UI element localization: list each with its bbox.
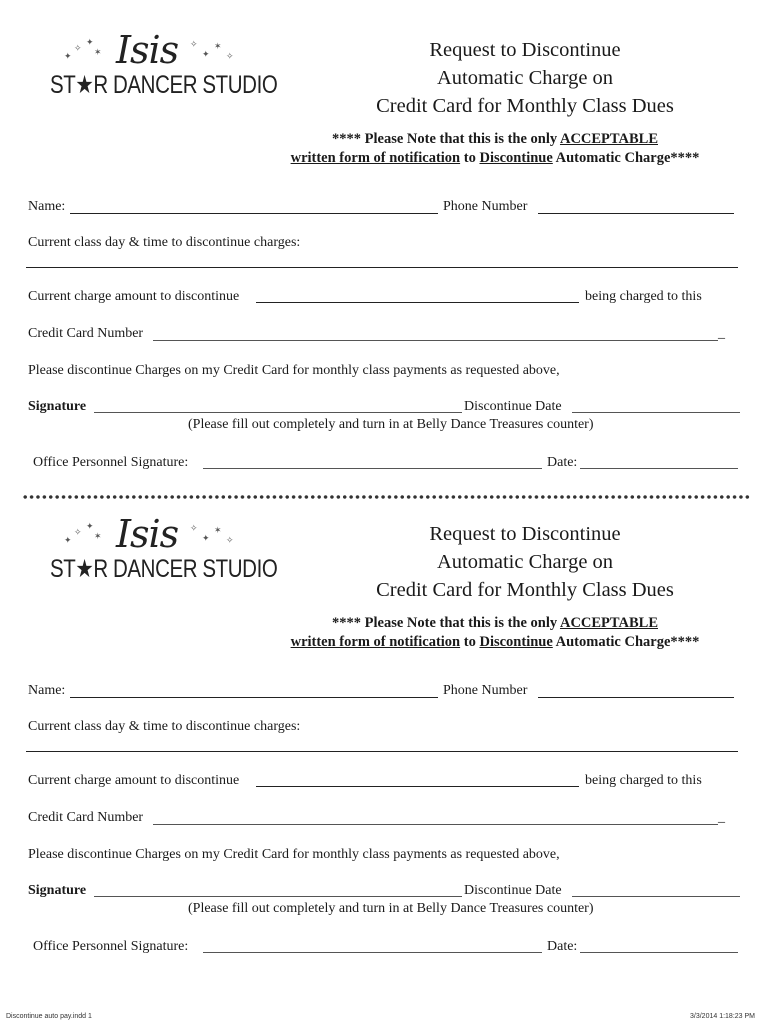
class-time-label: Current class day & time to discontinue charges:: [28, 235, 301, 250]
class-time-field[interactable]: [26, 751, 738, 752]
date-field[interactable]: [580, 952, 738, 953]
office-signature-field[interactable]: [203, 952, 542, 953]
charge-amount-field[interactable]: [256, 302, 579, 303]
note-written: written form of notification: [290, 150, 461, 166]
card-number-end: _: [718, 326, 725, 341]
note-to: to: [460, 634, 480, 650]
footer-timestamp: 3/3/2014 1:18:23 PM: [690, 1013, 755, 1020]
logo-studio-text: ST★R DANCER STUDIO: [50, 71, 278, 99]
star-icon: ✧: [190, 524, 198, 534]
charge-amount-field[interactable]: [256, 786, 579, 787]
star-icon: ✧: [226, 536, 234, 546]
star-icon: ✧: [190, 40, 198, 50]
instructions-text: (Please fill out completely and turn in at Belly Dance Treasures counter): [188, 417, 594, 432]
card-number-field[interactable]: [153, 824, 718, 825]
phone-label: Phone Number: [443, 199, 528, 214]
class-time-field[interactable]: [26, 267, 738, 268]
request-text: Please discontinue Charges on my Credit Card for monthly class payments as requested above,: [28, 363, 560, 378]
charge-amount-label: Current charge amount to discontinue: [28, 773, 240, 788]
class-time-label: Current class day & time to discontinue charges:: [28, 719, 301, 734]
logo-isis-text: Isis: [116, 512, 179, 556]
note-text: **** Please Note that this is the only: [332, 615, 560, 631]
charge-amount-label: Current charge amount to discontinue: [28, 289, 240, 304]
being-charged-label: being charged to this: [585, 773, 702, 788]
instructions-text: (Please fill out completely and turn in at Belly Dance Treasures counter): [188, 901, 594, 916]
card-number-field[interactable]: [153, 340, 718, 341]
office-signature-field[interactable]: [203, 468, 542, 469]
signature-field[interactable]: [94, 412, 462, 413]
star-icon: ✦: [202, 534, 210, 544]
note-post: Automatic Charge****: [552, 150, 700, 166]
star-icon: ✧: [74, 44, 82, 54]
star-icon: ✧: [74, 528, 82, 538]
name-label: Name:: [28, 199, 66, 214]
discontinue-date-field[interactable]: [572, 896, 740, 897]
name-field[interactable]: [70, 213, 438, 214]
signature-label: Signature: [28, 883, 87, 898]
discontinue-date-label: Discontinue Date: [464, 399, 562, 414]
note-text: **** Please Note that this is the only: [332, 131, 560, 147]
logo-studio-text: ST★R DANCER STUDIO: [50, 555, 278, 583]
star-icon: ✦: [64, 52, 72, 62]
star-icon: ✧: [226, 52, 234, 62]
note-to: to: [460, 150, 480, 166]
title-line-2: Automatic Charge on: [436, 67, 614, 89]
star-icon: ✶: [94, 48, 102, 58]
discontinue-date-field[interactable]: [572, 412, 740, 413]
signature-field[interactable]: [94, 896, 462, 897]
card-number-label: Credit Card Number: [28, 810, 144, 825]
discontinue-date-label: Discontinue Date: [464, 883, 562, 898]
star-icon: ✦: [64, 536, 72, 546]
title-line-3: Credit Card for Monthly Class Dues: [376, 579, 674, 601]
acceptable-note: [230, 614, 760, 652]
note-acceptable: ACCEPTABLE: [559, 131, 658, 147]
star-icon: ✶: [94, 532, 102, 542]
discontinue-form-1: [0, 0, 770, 484]
date-field[interactable]: [580, 468, 738, 469]
office-signature-label: Office Personnel Signature:: [33, 939, 189, 954]
card-number-end: _: [718, 810, 725, 825]
logo-isis-text: Isis: [116, 28, 179, 72]
date-label: Date:: [547, 455, 578, 470]
studio-logo: [50, 508, 278, 588]
date-label: Date:: [547, 939, 578, 954]
office-signature-label: Office Personnel Signature:: [33, 455, 189, 470]
phone-field[interactable]: [538, 213, 734, 214]
note-post: Automatic Charge****: [552, 634, 700, 650]
acceptable-note: [230, 130, 760, 168]
card-number-label: Credit Card Number: [28, 326, 144, 341]
note-written: written form of notification: [290, 634, 461, 650]
footer-filename: Discontinue auto pay.indd 1: [6, 1013, 92, 1020]
title-line-1: Request to Discontinue: [429, 523, 621, 545]
star-icon: ✦: [86, 38, 94, 48]
name-field[interactable]: [70, 697, 438, 698]
note-discontinue: Discontinue: [479, 150, 553, 166]
star-icon: ✦: [202, 50, 210, 60]
form-title: [340, 520, 710, 604]
phone-field[interactable]: [538, 697, 734, 698]
form-title: [340, 36, 710, 120]
note-acceptable: ACCEPTABLE: [559, 615, 658, 631]
being-charged-label: being charged to this: [585, 289, 702, 304]
star-icon: ✶: [214, 42, 222, 52]
signature-label: Signature: [28, 399, 87, 414]
request-text: Please discontinue Charges on my Credit Card for monthly class payments as requested above,: [28, 847, 560, 862]
phone-label: Phone Number: [443, 683, 528, 698]
title-line-3: Credit Card for Monthly Class Dues: [376, 95, 674, 117]
studio-logo: [50, 24, 278, 104]
title-line-2: Automatic Charge on: [436, 551, 614, 573]
star-icon: ✦: [86, 522, 94, 532]
discontinue-form-2: [0, 484, 770, 968]
name-label: Name:: [28, 683, 66, 698]
star-icon: ✶: [214, 526, 222, 536]
note-discontinue: Discontinue: [479, 634, 553, 650]
title-line-1: Request to Discontinue: [429, 39, 621, 61]
